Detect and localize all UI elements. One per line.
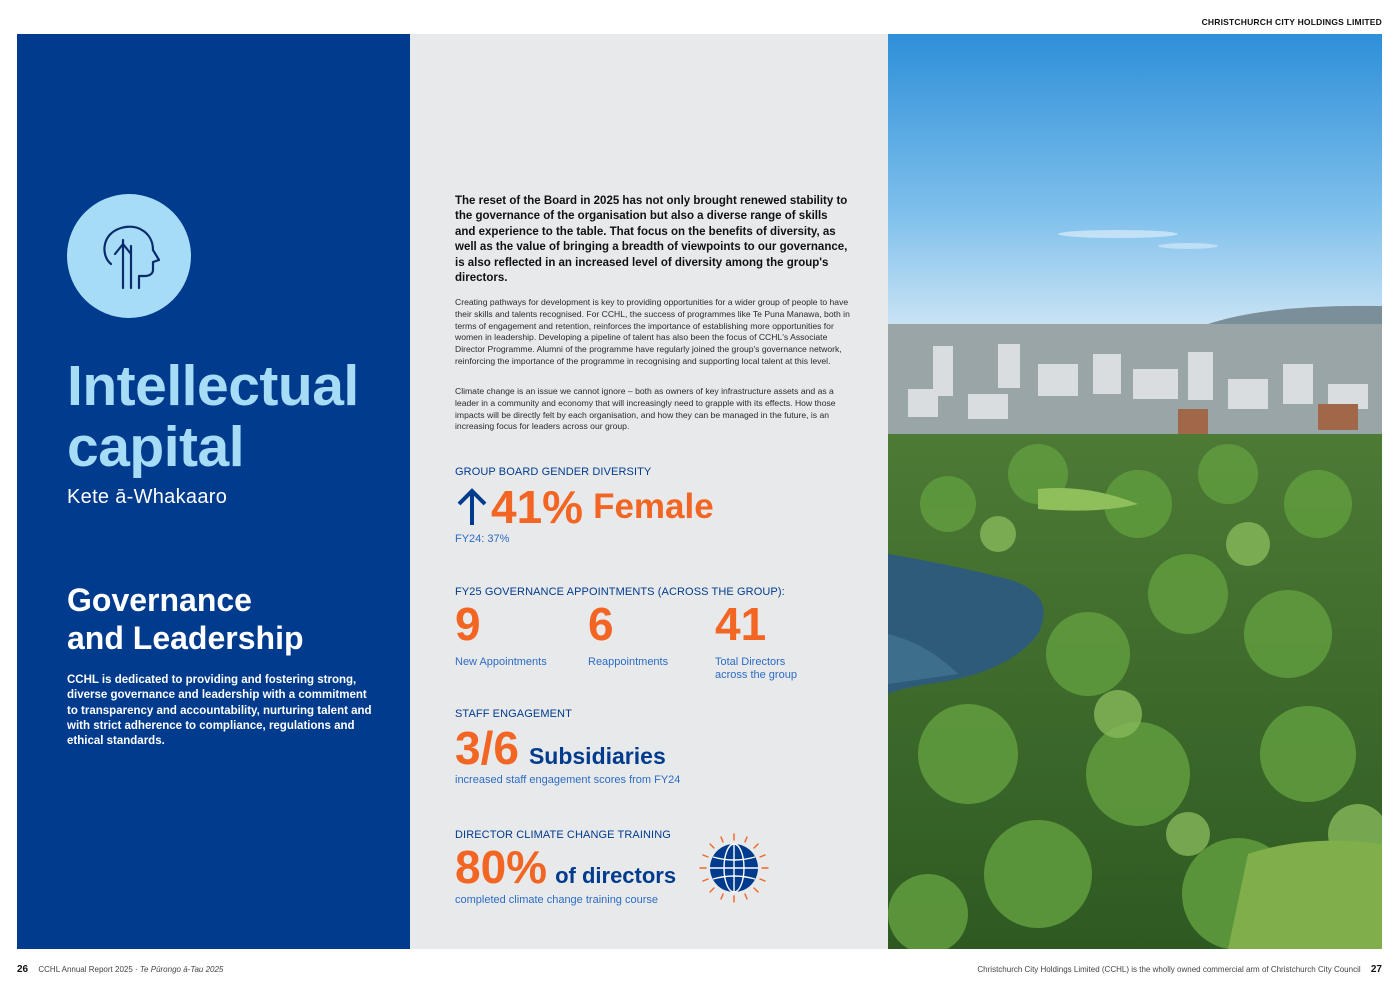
aerial-city-park-photo (888, 34, 1382, 949)
gender-diversity-stat (455, 482, 714, 532)
staff-engagement-value: 3/6 (455, 722, 519, 774)
main-subtitle: Kete ā-Whakaaro (67, 486, 228, 508)
footer-left-italic: Te Pūrongo ā-Tau 2025 (139, 965, 224, 974)
intellectual-capital-panel (17, 34, 410, 949)
governance-stats-panel (410, 34, 888, 949)
section-title-line2: and Leadership (67, 620, 304, 656)
appointment-number: 9 (455, 598, 481, 650)
appointment-number: 6 (588, 598, 614, 650)
appointment-caption (715, 656, 797, 682)
appointment-caption: Reappointments (588, 656, 669, 668)
head-growth-arrow-icon (67, 194, 191, 318)
appointment-caption-line1: Total Directors (715, 656, 786, 668)
staff-engagement-word: Subsidiaries (528, 743, 666, 769)
section-title-line1: Governance (67, 582, 252, 618)
section-title (67, 581, 304, 657)
appointment-caption-line2: across the group (715, 669, 797, 681)
appointment-stat-new (455, 598, 547, 669)
body-paragraph-2: Climate change is an issue we cannot ignore – both as owners of key infrastructure assets and as a leader in a community and economy that will increasingly need to grapple with its effects. How those impacts will be directly felt by each organisation, and how they can be managed in the future, is an increasing focus for leaders across our group. (455, 386, 836, 432)
appointments-label: FY25 GOVERNANCE APPOINTMENTS (ACROSS THE GROUP): (455, 586, 785, 598)
climate-training-value: 80% (455, 841, 548, 893)
globe-icon (698, 832, 770, 904)
body-paragraph-1: Creating pathways for development is key to providing opportunities for a wider group of people to have their skills and talents recognised. For CCHL, the success of programmes like Te Puna Manawa, both in terms of engagement and retention, reinforces the importance of establishing more opportunities for women in leadership. Developing a pipeline of talent has also been the focus of CCHL's Associate Director Programme. Alumni of the programme have regularly joined the group's governance network, reinforcing the importance of the programme in recognising and supporting local talent at this level. (455, 297, 850, 366)
main-title (67, 356, 359, 478)
staff-engagement-label: STAFF ENGAGEMENT (455, 708, 572, 720)
appointment-stat-total (715, 598, 797, 682)
climate-training-stat (455, 843, 676, 891)
footer-left-text: CCHL Annual Report 2025 · (38, 965, 140, 974)
climate-training-note: completed climate change training course (455, 894, 659, 906)
gender-diversity-note: FY24: 37% (455, 533, 510, 545)
climate-training-label: DIRECTOR CLIMATE CHANGE TRAINING (455, 829, 671, 841)
main-title-line1: Intellectual (67, 354, 359, 418)
staff-engagement-note: increased staff engagement scores from FY24 (455, 774, 681, 786)
footer-right (977, 964, 1382, 975)
up-arrow-icon (455, 487, 489, 527)
page-number-left: 26 (17, 964, 29, 975)
gender-diversity-value: 41% (491, 481, 584, 533)
gender-diversity-label: GROUP BOARD GENDER DIVERSITY (455, 466, 652, 478)
page-number-right: 27 (1370, 964, 1382, 975)
appointment-stat-re (588, 598, 668, 669)
staff-engagement-stat (455, 724, 666, 772)
appointment-number: 41 (715, 598, 767, 650)
gender-diversity-word: Female (593, 487, 714, 526)
footer-left (17, 964, 223, 975)
climate-training-word: of directors (555, 863, 677, 888)
footer-right-text: Christchurch City Holdings Limited (CCHL) is the wholly owned commercial arm of Christchurch City Council (977, 965, 1361, 974)
intro-paragraph: The reset of the Board in 2025 has not only brought renewed stability to the governance of the organisation but also a diverse range of skills and experience to the table. That focus on the benefits of diversity, as well as the value of bringing a breadth of viewpoints to our governance, is also reflected in an increased level of diversity among the group's directors. (455, 195, 848, 285)
main-title-line2: capital (67, 415, 245, 479)
appointment-caption: New Appointments (455, 656, 547, 668)
section-body: CCHL is dedicated to providing and fostering strong, diverse governance and leadership with a commitment to transparency and accountability, nurturing talent and with strict adherence to compliance, regulations and ethical standards. (67, 674, 372, 748)
report-org-header: CHRISTCHURCH CITY HOLDINGS LIMITED (1201, 17, 1382, 27)
